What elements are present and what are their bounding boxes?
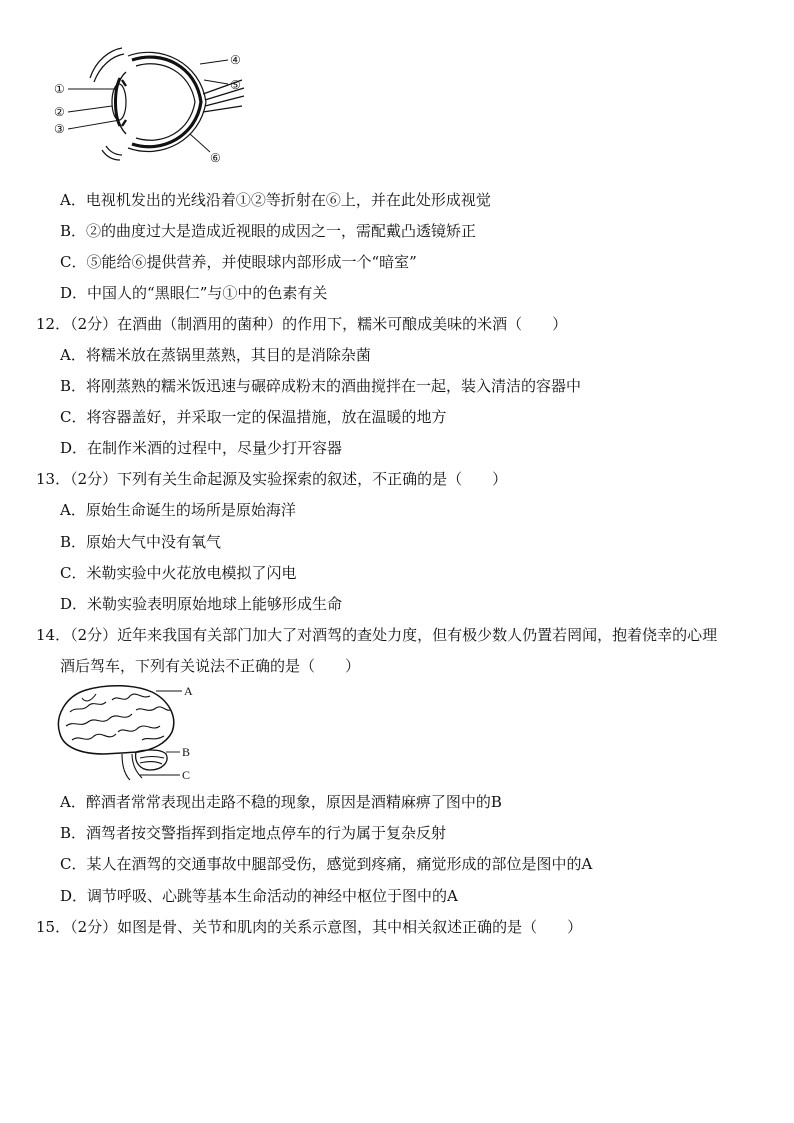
- q13-option-d: D．米勒实验表明原始地球上能够形成生命: [60, 595, 343, 613]
- eye-label-5: ⑤: [230, 78, 241, 92]
- brain-label-c: C: [182, 768, 191, 782]
- q12-option-d: D．在制作米酒的过程中，尽量少打开容器: [60, 439, 343, 457]
- q13-option-c: C．米勒实验中火花放电模拟了闪电: [60, 564, 297, 582]
- q11-option-d: D．中国人的“黑眼仁”与①中的色素有关: [60, 284, 328, 302]
- q13-option-b: B．原始大气中没有氧气: [60, 533, 222, 551]
- q14-stem-line2: 酒后驾车，下列有关说法不正确的是（ ）: [60, 657, 361, 675]
- q12-option-a: A．将糯米放在蒸锅里蒸熟，其目的是消除杂菌: [60, 346, 371, 364]
- q13-stem: 13．（2分）下列有关生命起源及实验探索的叙述，不正确的是（ ）: [36, 470, 508, 488]
- eyeball-diagram: [50, 42, 260, 167]
- eye-label-2: ②: [54, 105, 65, 119]
- eye-label-1: ①: [54, 82, 65, 96]
- q14-option-a: A．醉酒者常常表现出走路不稳的现象，原因是酒精麻痹了图中的B: [60, 793, 502, 811]
- q11-option-c: C．⑤能给⑥提供营养，并使眼球内部形成一个“暗室”: [60, 253, 417, 271]
- q12-option-c: C．将容器盖好，并采取一定的保温措施，放在温暖的地方: [60, 408, 447, 426]
- q11-option-b: B．②的曲度过大是造成近视眼的成因之一，需配戴凸透镜矫正: [60, 222, 477, 240]
- brain-label-b: B: [182, 745, 191, 759]
- eye-label-3: ③: [54, 122, 65, 136]
- q15-stem: 15．（2分）如图是骨、关节和肌肉的关系示意图，其中相关叙述正确的是（ ）: [36, 918, 583, 936]
- q14-option-d: D．调节呼吸、心跳等基本生命活动的神经中枢位于图中的A: [60, 887, 458, 905]
- q14-option-b: B．酒驾者按交警指挥到指定地点停车的行为属于复杂反射: [60, 824, 447, 842]
- q12-stem: 12．（2分）在酒曲（制酒用的菌种）的作用下，糯米可酿成美味的米酒（ ）: [36, 315, 568, 333]
- eye-label-4: ④: [230, 53, 241, 67]
- eye-label-6: ⑥: [210, 151, 221, 165]
- brain-diagram: [52, 682, 202, 784]
- brain-label-a: A: [184, 684, 193, 698]
- q14-option-c: C．某人在酒驾的交通事故中腿部受伤，感觉到疼痛，痛觉形成的部位是图中的A: [60, 855, 593, 873]
- q14-stem-line1: 14．（2分）近年来我国有关部门加大了对酒驾的查处力度，但有极少数人仍置若罔闻，抱着侥幸的心理: [36, 626, 718, 644]
- q13-option-a: A．原始生命诞生的场所是原始海洋: [60, 501, 296, 519]
- q12-option-b: B．将刚蒸熟的糯米饭迅速与碾碎成粉末的酒曲搅拌在一起，装入清洁的容器中: [60, 377, 582, 395]
- q11-option-a: A．电视机发出的光线沿着①②等折射在⑥上，并在此处形成视觉: [60, 191, 491, 209]
